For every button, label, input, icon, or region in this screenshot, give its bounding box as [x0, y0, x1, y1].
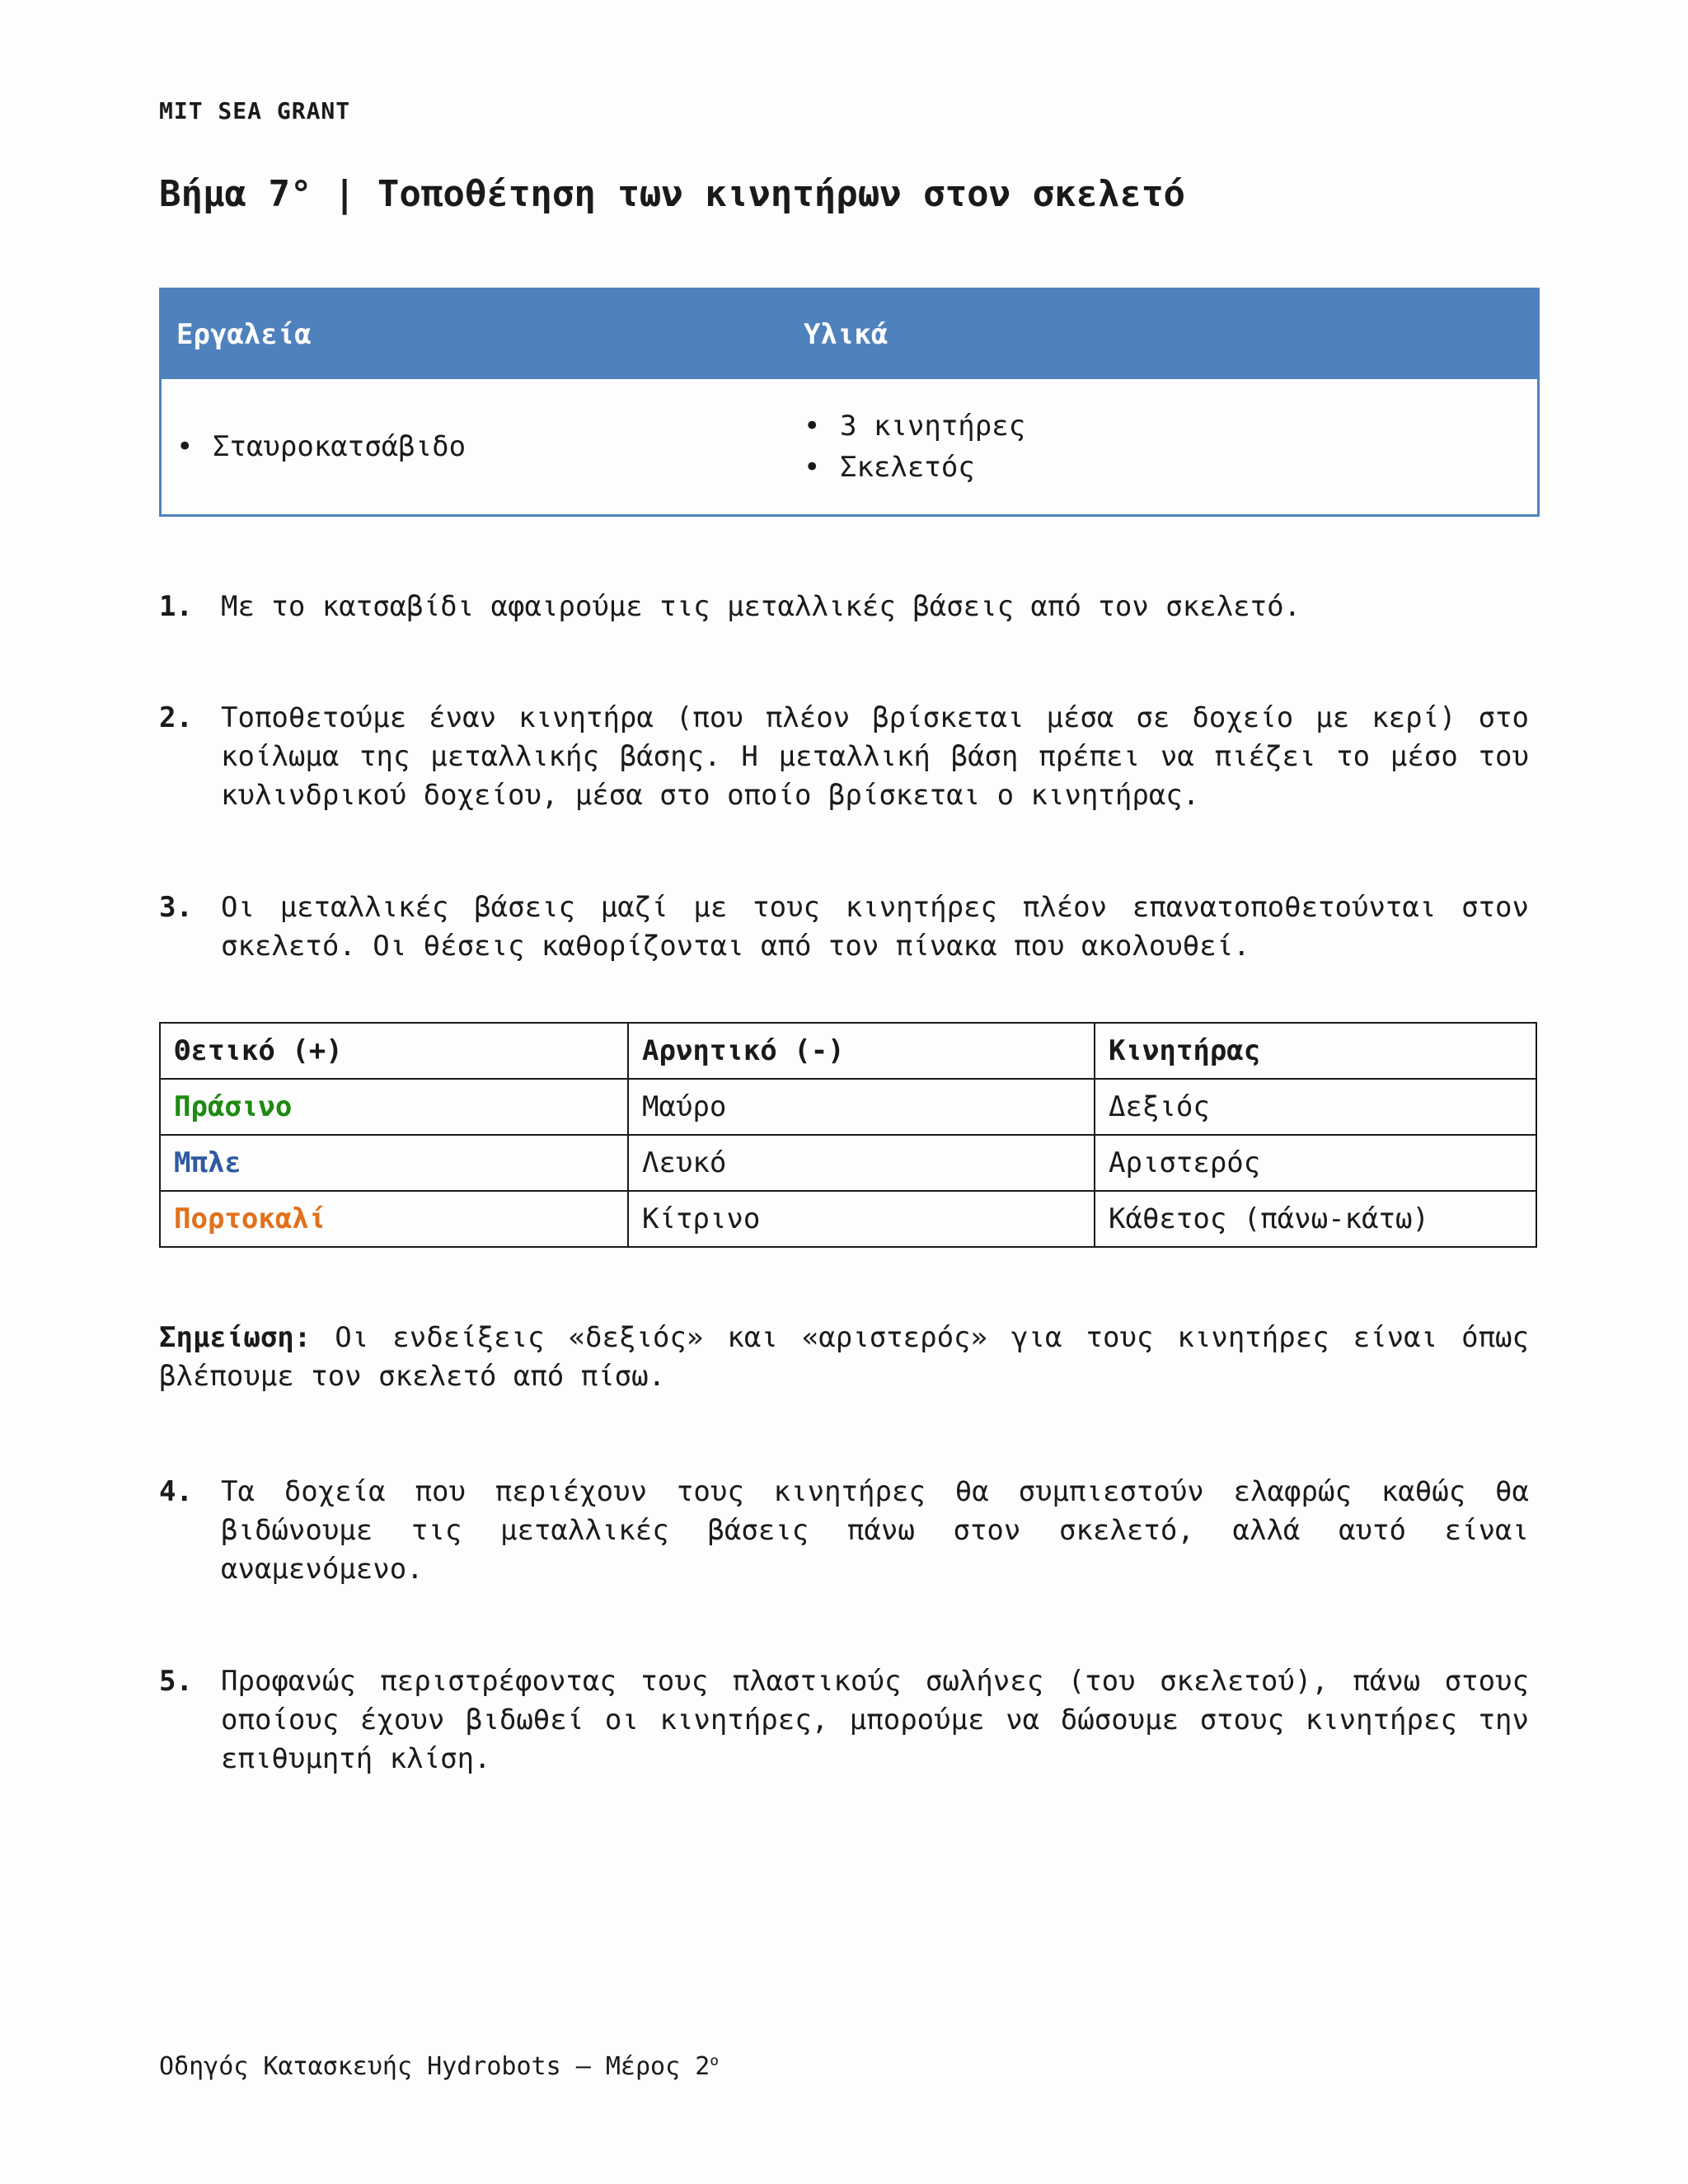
- tools-materials-table: [159, 288, 1540, 517]
- negative-cell: Κίτρινο: [628, 1191, 1095, 1247]
- table-row: [160, 1135, 1536, 1191]
- positive-cell: Πορτοκαλί: [160, 1191, 628, 1247]
- step-number: 2.: [159, 701, 193, 734]
- step-3: [159, 888, 1529, 966]
- step-5: [159, 1662, 1529, 1779]
- step-number: 4.: [159, 1475, 193, 1508]
- material-item: • Σκελετός: [804, 447, 1522, 488]
- step-2: [159, 699, 1529, 815]
- tools-header: Εργαλεία: [161, 289, 790, 380]
- motor-header: Κινητήρας: [1095, 1023, 1536, 1079]
- positive-cell: Πράσινο: [160, 1079, 628, 1135]
- motor-cell: Αριστερός: [1095, 1135, 1536, 1191]
- table-row: [160, 1079, 1536, 1135]
- step-text: Με το κατσαβίδι αφαιρούμε τις μεταλλικές βάσεις από τον σκελετό.: [221, 590, 1301, 623]
- positive-cell: Μπλε: [160, 1135, 628, 1191]
- footer-text: Οδηγός Κατασκευής Hydrobots – Μέρος 2: [159, 2052, 710, 2081]
- page-title: Βήμα 7° | Τοποθέτηση των κινητήρων στον σκελετό: [159, 173, 1186, 215]
- tools-list: [176, 426, 774, 467]
- note-label: Σημείωση:: [159, 1321, 312, 1354]
- step-number: 3.: [159, 891, 193, 924]
- tool-item: • Σταυροκατσάβιδο: [176, 426, 774, 467]
- negative-cell: Λευκό: [628, 1135, 1095, 1191]
- step-text: Οι μεταλλικές βάσεις μαζί με τους κινητήρες πλέον επανατοποθετούνται στον σκελετό. Οι θέσεις καθορίζονται από τον πίνακα που ακολουθεί.: [221, 891, 1529, 963]
- materials-list: [804, 405, 1522, 488]
- material-item: • 3 κινητήρες: [804, 405, 1522, 447]
- step-text: Τοποθετούμε έναν κινητήρα (που πλέον βρίσκεται μέσα σε δοχείο με κερί) στο κοίλωμα της μεταλλικής βάσης. Η μεταλλική βάση πρέπει να πιέζει το μέσο του κυλινδρικού δοχείου, μέσα στο οποίο βρίσκεται ο κινητήρας.: [221, 701, 1529, 812]
- table-row: [160, 1191, 1536, 1247]
- materials-cell: [789, 379, 1539, 516]
- tools-cell: [161, 379, 790, 516]
- note-text: Οι ενδείξεις «δεξιός» και «αριστερός» για τους κινητήρες είναι όπως βλέπουμε τον σκελετό από πίσω.: [159, 1321, 1529, 1393]
- note-paragraph: [159, 1319, 1529, 1396]
- positive-header: Θετικό (+): [160, 1023, 628, 1079]
- step-4: [159, 1473, 1529, 1589]
- step-text: Προφανώς περιστρέφοντας τους πλαστικούς σωλήνες (του σκελετού), πάνω στους οποίους έχουν βιδωθεί οι κινητήρες, μπορούμε να δώσουμε στους κινητήρες την επιθυμητή κλίση.: [221, 1665, 1529, 1775]
- materials-header: Υλικά: [789, 289, 1539, 380]
- step-text: Τα δοχεία που περιέχουν τους κινητήρες θα συμπιεστούν ελαφρώς καθώς θα βιδώνουμε τις μεταλλικές βάσεις πάνω στον σκελετό, αλλά αυτό είναι αναμενόμενο.: [221, 1475, 1529, 1586]
- negative-cell: Μαύρο: [628, 1079, 1095, 1135]
- step-number: 5.: [159, 1665, 193, 1698]
- negative-header: Αρνητικό (-): [628, 1023, 1095, 1079]
- step-number: 1.: [159, 590, 193, 623]
- motor-cell: Κάθετος (πάνω-κάτω): [1095, 1191, 1536, 1247]
- motor-wiring-table: [159, 1022, 1537, 1248]
- header-organization: MIT SEA GRANT: [159, 97, 351, 124]
- page-footer: [159, 2052, 719, 2081]
- motor-cell: Δεξιός: [1095, 1079, 1536, 1135]
- step-1: [159, 588, 1529, 626]
- footer-superscript: ο: [710, 2052, 720, 2069]
